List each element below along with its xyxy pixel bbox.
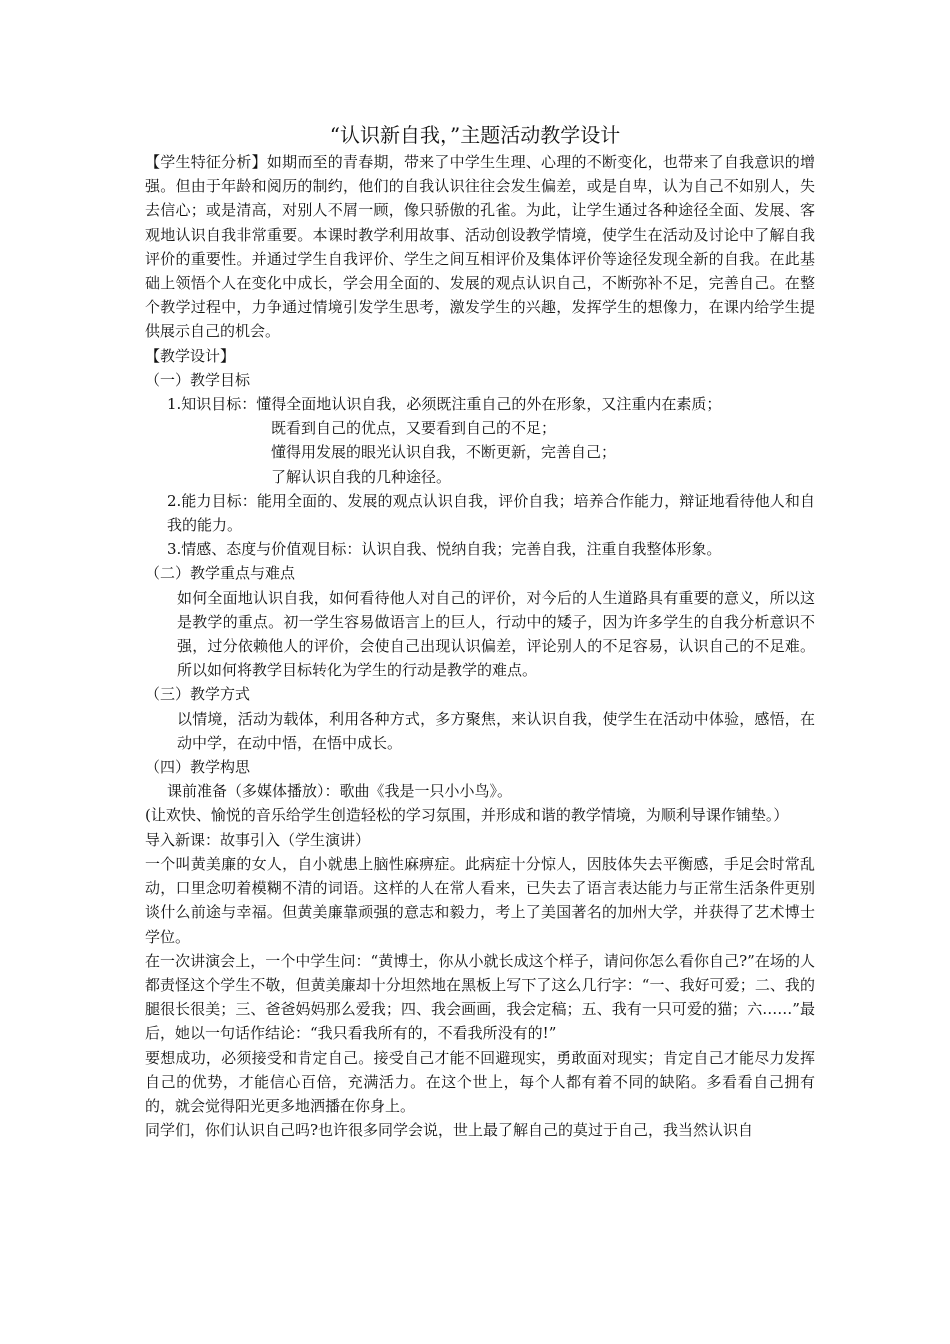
goal-ability: 2.能力目标：能用全面的、发展的观点认识自我，评价自我；培养合作能力，辩证地看待他人和自我的能力。 — [167, 491, 815, 535]
paragraph-music-note: (让欢快、愉悦的音乐给学生创造轻松的学习氛围，并形成和谐的教学情境，为顺利导课作铺垫。） — [145, 806, 789, 825]
paragraph-story: 一个叫黄美廉的女人，自小就患上脑性麻痹症。此病症十分惊人，因肢体失去平衡感，手足会时常乱动，口里念叨着模糊不清的词语。这样的人在常人看来，已失去了语言表达能力与正常生活条件更别谈什么前途与幸福。但黄美廉靠顽强的意志和毅力，考上了美国著名的加州大学，并获得了艺术博士学位。 — [145, 854, 815, 946]
heading-key-points: （二）教学重点与难点 — [145, 564, 296, 583]
goal-knowledge: 1.知识目标：懂得全面地认识自我，必须既注重自己的外在形象，又注重内在素质； — [167, 395, 722, 414]
goal-knowledge-line-4: 了解认识自我的几种途径。 — [271, 467, 452, 486]
heading-teaching-design: 【教学设计】 — [145, 346, 236, 365]
paragraph-key-points: 如何全面地认识自我，如何看待他人对自己的评价，对今后的人生道路具有重要的意义，所以这是教学的重点。初一学生容易做语言上的巨人，行动中的矮子，因为许多学生的自我分析意识不强，过分依赖他人的评价，会使自己出现认识偏差，评论别人的不足容易，认识自己的不足难。所以如何将教学目标转化为学生的行动是教学的难点。 — [177, 588, 815, 680]
paragraph-question: 同学们，你们认识自己吗?也许很多同学会说，世上最了解自己的莫过于自己，我当然认识自 — [145, 1121, 754, 1140]
paragraph-success: 要想成功，必须接受和肯定自己。接受自己才能不回避现实，勇敢面对现实；肯定自己才能尽力发挥自己的优势，才能信心百倍，充满活力。在这个世上，每个人都有着不同的缺陷。多看看自己拥有的，就会觉得阳光更多地洒播在你身上。 — [145, 1048, 815, 1115]
goal-emotion: 3.情感、态度与价值观目标：认识自我、悦纳自我；完善自我，注重自我整体形象。 — [167, 540, 722, 559]
heading-teaching-method: （三）教学方式 — [145, 685, 251, 704]
goal-knowledge-line-2: 既看到自己的优点，又要看到自己的不足； — [271, 419, 557, 438]
document-body — [145, 150, 815, 1142]
document-title: “认识新自我，”主题活动教学设计 — [329, 123, 621, 147]
paragraph-teaching-method: 以情境，活动为载体，利用各种方式，多方聚焦，来认识自我，使学生在活动中体验，感悟，在动中学，在动中悟，在悟中成长。 — [177, 709, 815, 752]
paragraph-lesson-intro: 导入新课：故事引入（学生演讲） — [145, 830, 371, 849]
paragraph-student-analysis: 【学生特征分析】如期而至的青春期，带来了中学生生理、心理的不断变化，也带来了自我意识的增强。但由于年龄和阅历的制约，他们的自我认识往往会发生偏差，或是自卑，认为自己不如别人，失去信心；或是清高，对别人不屑一顾，像只骄傲的孔雀。为此，让学生通过各种途径全面、发展、客观地认识自我非常重要。本课时教学利用故事、活动创设教学情境，使学生在活动及讨论中了解自我评价的重要性。并通过学生自我评价、学生之间互相评价及集体评价等途径发现全新的自我。在此基础上领悟个人在变化中成长，学会用全面的、发展的观点认识自己，不断弥补不足，完善自己。在整个教学过程中，力争通过情境引发学生思考，激发学生的兴趣，发挥学生的想像力，在课内给学生提供展示自己的机会。 — [145, 153, 815, 341]
heading-teaching-goals: （一）教学目标 — [145, 370, 251, 389]
heading-teaching-concept: （四）教学构思 — [145, 758, 251, 777]
goal-knowledge-line-3: 懂得用发展的眼光认识自我，不断更新，完善自己； — [271, 443, 617, 462]
paragraph-preparation: 课前准备（多媒体播放）：歌曲《我是一只小小鸟》。 — [167, 782, 513, 801]
paragraph-lecture: 在一次讲演会上，一个中学生问：“黄博士，你从小就长成这个样子，请问你怎么看你自己?”在场的人都责怪这个学生不敬，但黄美廉却十分坦然地在黑板上写下了这么几行字：“一、我好可爱；二、我的腿很长很美；三、爸爸妈妈那么爱我；四、我会画画，我会定稿；五、我有一只可爱的猫；六……”最后，她以一句话作结论：“我只看我所有的，不看我所没有的!” — [145, 951, 815, 1043]
